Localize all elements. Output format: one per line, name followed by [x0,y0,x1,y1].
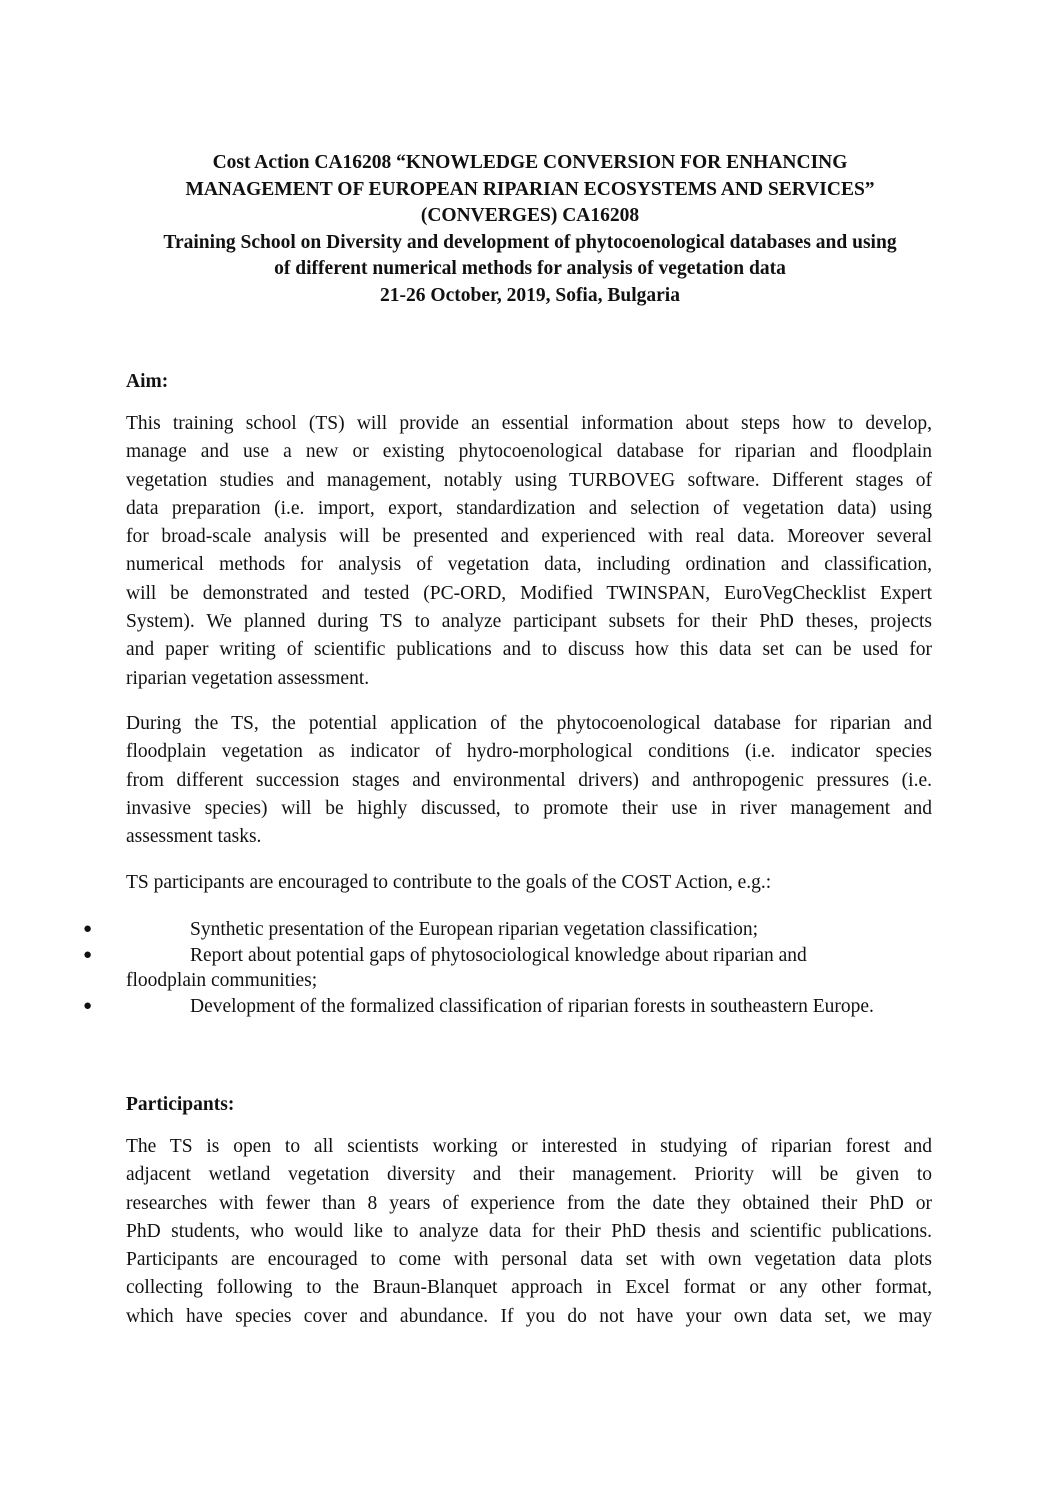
aim-p1-line: System). We planned during TS to analyze participant subsets for their PhD theses, projects [126,611,932,633]
title-line-1: Cost Action CA16208 “KNOWLEDGE CONVERSION FOR ENHANCING [212,152,848,173]
aim-p2-line: assessment tasks. [126,826,262,848]
aim-p1-line: riparian vegetation assessment. [126,667,370,689]
aim-p2-line: from different succession stages and environmental drivers) and anthropogenic pressures (i.e. [126,769,932,791]
bullet-icon: ● [83,997,93,1014]
aim-p1-line: data preparation (i.e. import, export, standardization and selection of vegetation data) using [126,497,932,519]
aim-p1-line: vegetation studies and management, notably using TURBOVEG software. Different stages of [126,469,932,491]
list-item-text: Report about potential gaps of phytosociological knowledge about riparian and floodplain communities; [126,944,807,991]
goals-list [0,917,1058,1019]
aim-p2-line: invasive species) will be highly discussed, to promote their use in river management and [126,797,932,819]
participants-line: researches with fewer than 8 years of experience from the date they obtained their PhD or [126,1192,932,1214]
aim-p1-line: for broad-scale analysis will be presented and experienced with real data. Moreover several [126,526,932,548]
participants-heading: Participants: [126,1094,235,1115]
document-title [100,150,960,309]
list-item [0,917,1058,943]
goals-intro: TS participants are encouraged to contribute to the goals of the COST Action, e.g.: [126,872,772,893]
participants-line: Participants are encouraged to come with personal data set with own vegetation data plots [126,1249,932,1271]
aim-p1-line: This training school (TS) will provide an essential information about steps how to develop, [126,413,932,434]
bullet-icon: ● [83,921,93,937]
title-line-2: MANAGEMENT OF EUROPEAN RIPARIAN ECOSYSTEMS AND SERVICES” [185,178,875,200]
title-line-3: (CONVERGES) CA16208 [420,205,640,226]
aim-p1-line: manage and use a new or existing phytocoenological database for riparian and floodplain [126,441,932,463]
aim-paragraph-2 [126,710,932,851]
participants-line: The TS is open to all scientists working or interested in studying of riparian forest and [126,1136,932,1157]
title-line-5: of different numerical methods for analysis of vegetation data [274,258,786,279]
list-item-text: Development of the formalized classification of riparian forests in southeastern Europe. [190,995,874,1017]
title-line-4: Training School on Diversity and development of phytocoenological databases and using [163,231,897,253]
participants-line: collecting following to the Braun-Blanquet approach in Excel format or any other format, [126,1277,932,1299]
participants-paragraph [126,1133,932,1331]
aim-p1-line: will be demonstrated and tested (PC-ORD, Modified TWINSPAN, EuroVegChecklist Expert [126,582,932,604]
bullet-icon: ● [83,946,93,963]
participants-line: PhD students, who would like to analyze data for their PhD thesis and scientific publications. [126,1220,932,1242]
list-item [0,943,1058,994]
aim-p2-line: During the TS, the potential application of the phytocoenological database for riparian and [126,713,932,734]
aim-paragraph-1 [126,410,932,693]
list-item [0,994,1058,1020]
aim-heading: Aim: [126,371,169,392]
participants-line: which have species cover and abundance. If you do not have your own data set, we may [126,1305,932,1327]
title-line-6: 21-26 October, 2019, Sofia, Bulgaria [380,284,680,306]
aim-p1-line: and paper writing of scientific publications and to discuss how this data set can be used for [126,639,932,661]
list-item-text: Synthetic presentation of the European riparian vegetation classification; [190,919,759,940]
participants-line: adjacent wetland vegetation diversity and their management. Priority will be given to [126,1164,932,1186]
aim-p2-line: floodplain vegetation as indicator of hydro-morphological conditions (i.e. indicator species [126,741,932,763]
aim-p1-line: numerical methods for analysis of vegetation data, including ordination and classification, [126,554,932,576]
